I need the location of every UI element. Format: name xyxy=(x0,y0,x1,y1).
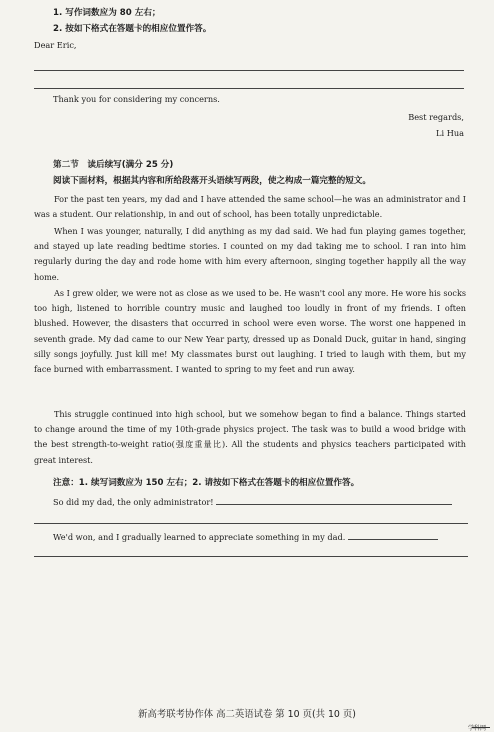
page-footer: 新高考联考协作体 高二英语试卷 第 10 页(共 10 页) xyxy=(138,709,356,720)
instruction-item-2: 2. 按如下格式在答题卡的相应位置作答。 xyxy=(53,24,212,34)
section-directions: 阅读下面材料，根据其内容和所给段落开头语续写两段，使之构成一篇完整的短文。 xyxy=(53,176,371,186)
story-paragraph-1: For the past ten years, my dad and I have attended the same school—he was an administrator and I was a student. Our relationship, in and out of school, has been totally unpredictable. xyxy=(34,194,466,220)
continuation-prompt-2: We'd won, and I gradually learned to appreciate something in my dad. xyxy=(53,530,468,543)
letter-signoff: Best regards, xyxy=(408,112,464,122)
letter-salutation: Dear Eric, xyxy=(34,40,77,50)
story-paragraph-3: As I grew older, we were not as close as we used to be. He wasn't cool any more. He wore his socks too high, listened to horrible country music and laughed too loudly in front of my friends. I often blushed. However, the disasters that occurred in school were even worse. The worst one happened in seventh grade. My dad came to our New Year party, dressed up as Donald Duck, guitar in hand, singing silly songs joyfully. Just kill me! My classmates burst out laughing. I tried to laugh with them, but my face burned with embarrassment. I wanted to spring to my feet and run away. xyxy=(34,288,466,375)
writing-line xyxy=(34,556,468,557)
corner-rule xyxy=(472,727,490,728)
answer-blank[interactable] xyxy=(348,530,438,540)
letter-signature: Li Hua xyxy=(436,128,464,138)
instruction-item-1: 1. 写作词数应为 80 左右； xyxy=(53,8,161,18)
writing-line xyxy=(34,523,468,524)
letter-closing-line: Thank you for considering my concerns. xyxy=(53,94,220,104)
corner-mark: 学科网 xyxy=(467,725,486,732)
writing-line xyxy=(34,88,464,89)
note-line: 注意：1. 续写词数应为 150 左右；2. 请按如下格式在答题卡的相应位置作答。 xyxy=(53,478,360,488)
answer-blank[interactable] xyxy=(216,495,452,505)
story-paragraph-2: When I was younger, naturally, I did anything as my dad said. We had fun playing games together, and stayed up late reading bedtime stories. I counted on my dad taking me to school. I ran into him regularly during the day and rode home with him every afternoon, singing together happily all the way home. xyxy=(34,226,466,282)
writing-line xyxy=(34,70,464,71)
section-title: 第二节 读后续写(满分 25 分) xyxy=(53,160,174,170)
continuation-prompt-1: So did my dad, the only administrator! xyxy=(53,495,468,508)
story-paragraph-4: This struggle continued into high school, but we somehow began to find a balance. Things started to change around the time of my 10th-grade physics project. The task was to build a wood bridge with the best strength-to-weight ratio(强度重量比). All the students and physics teachers participated with great interest. xyxy=(34,409,466,465)
